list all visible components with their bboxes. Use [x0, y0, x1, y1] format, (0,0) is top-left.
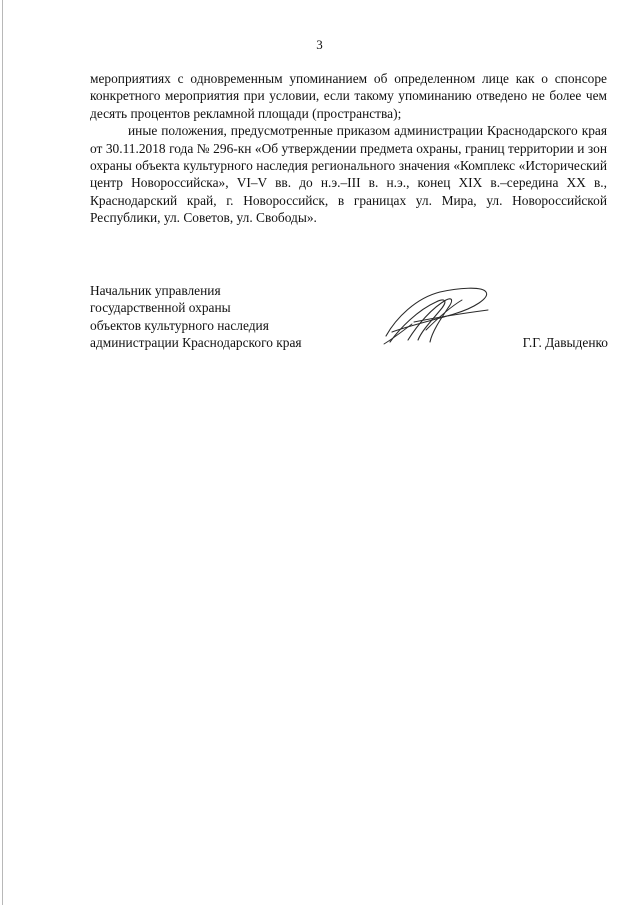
handwritten-signature: [378, 280, 496, 350]
signatory-position: [90, 282, 350, 352]
signatory-position-line: Начальник управления: [90, 283, 221, 298]
page-left-edge-line: [2, 0, 3, 905]
body-paragraph-continuation: мероприятиях с одновременным упоминанием об определенном лице как о спонсоре конкретного мероприятия при условии, если такому упоминанию отведено не более чем десять процентов рекламной площади (пространства);: [90, 71, 607, 121]
signatory-name: Г.Г. Давыденко: [522, 335, 608, 350]
signatory-position-line: объектов культурного наследия: [90, 317, 269, 333]
page-number: 3: [316, 37, 323, 52]
signature-stroke: [414, 310, 488, 322]
signature-stroke: [384, 324, 412, 344]
signatory-position-line: администрации Краснодарского края: [90, 335, 302, 351]
document-body: [90, 70, 607, 227]
body-paragraph-other-provisions: иные положения, предусмотренные приказом администрации Краснодарского края от 30.11.2018 года № 296-кн «Об утверждении предмета охраны, границ территории и зон охраны объекта культурного наследия регионального значения «Комплекс «Исторический центр Новороссийска», VI–V вв. до н.э.–III в. н.э., конец XIX в.–середина XX в., Краснодарский край, г. Новороссийск, в границах ул. Мира, ул. Новороссийской Республики, ул. Советов, ул. Свободы».: [90, 123, 607, 226]
signatory-position-line: государственной охраны: [90, 300, 231, 316]
